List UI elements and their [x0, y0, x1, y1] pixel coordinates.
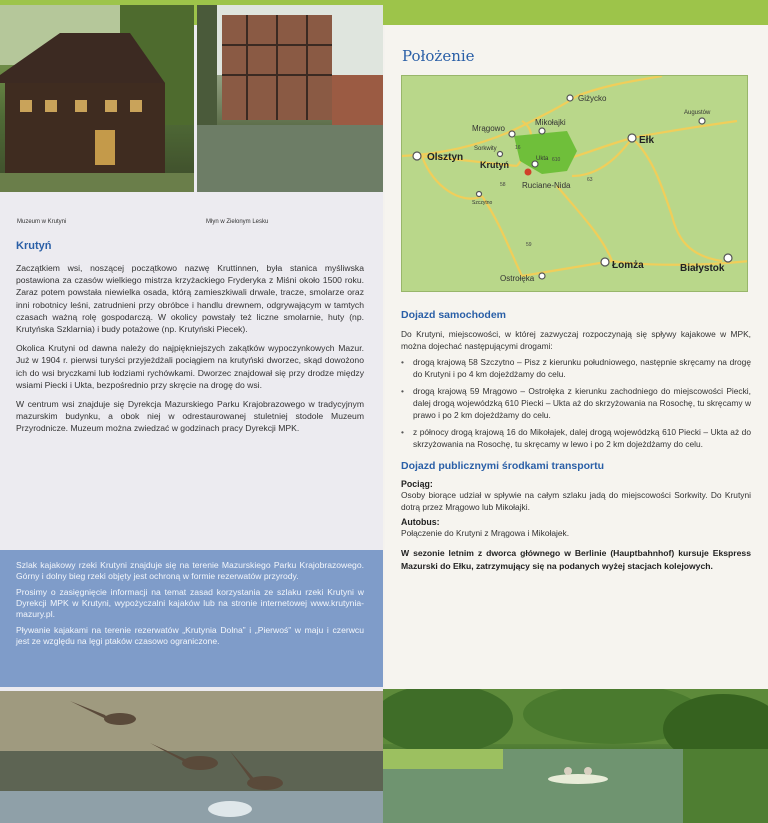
map-label-lomza: Łomża	[612, 260, 644, 271]
car-directions-intro: Do Krutyni, miejscowości, w której zazwyczaj rozpoczynają się spływy kajakowe w MPK, można dojechać następującymi drogami:	[401, 329, 751, 351]
map-label-gizycko: Giżycko	[578, 94, 607, 103]
car-directions-heading: Dojazd samochodem	[401, 309, 507, 321]
flying-ducks-photo	[0, 691, 383, 823]
map-label-bialystok: Białystok	[680, 263, 725, 274]
map-label-olsztyn: Olsztyn	[427, 152, 464, 163]
mill-photo-caption: Młyn w Zielonym Lesku	[206, 219, 269, 225]
info-paragraph-1: Szlak kajakowy rzeki Krutyni znajduje się na terenie Mazurskiego Parku Krajobrazowego. Górny i dolny bieg rzeki objęty jest ochroną w formie rezerwatów przyrody.	[16, 560, 364, 581]
map-label-augustow: Augustów	[684, 110, 711, 116]
krutyn-section	[16, 240, 364, 442]
info-paragraph-3: Pływanie kajakami na terenie rezerwatów „Krutynia Dolna” i „Pierwoś” w maju i czerwcu jest ze względu na lęgi ptaków czasowo ograniczone.	[16, 625, 364, 646]
public-transport-heading: Dojazd publicznymi środkami transportu	[401, 460, 605, 472]
krutyn-paragraph-3: W centrum wsi znajduje się Dyrekcja Mazurskiego Parku Krajobrazowego w tradycyjnym mazurskim budynku, a obok niej w odrestaurowanej stuletniej stodole Muzeum Przyrodnicze. Muzeum można zwiedzać w godzinach pracy Dyrekcji MPK.	[16, 399, 364, 434]
car-routes-list	[401, 356, 751, 450]
bus-text: Połączenie do Krutyni z Mrągowa i Mikołajek.	[401, 528, 570, 538]
map-label-krutyn: Krutyń	[480, 160, 509, 170]
map-label-ruciane: Ruciane-Nida	[522, 181, 571, 190]
car-route-item: • z północy drogą krajową 16 do Mikołajek, dalej drogą wojewódzką 610 Piecki – Ukta aż do skrzyżowania na Rosochę, tu skręcamy w lewo i po 2 km dojeżdżamy do celu.	[401, 426, 751, 450]
map-road-63: 63	[587, 177, 593, 183]
krutyn-heading: Krutyń	[16, 240, 52, 252]
location-heading: Położenie	[402, 47, 475, 65]
location-map	[401, 75, 748, 292]
krutyn-paragraph-2: Okolica Krutyni od dawna należy do najpiękniejszych zakątków wypoczynkowych Mazur. Już w 1904 r. pierwsi turyści przyjeżdżali pociągiem na krutyński dworzec, skąd dowożono ich do wsi bryczkami lub łodziami rychówkami. Dworzec znajdował się przy drodze między wsiami Piecki i Ukta, bezpośrednio przy skręcie na drogę do wsi.	[16, 343, 364, 390]
map-label-szczytno: Szczytno	[472, 200, 493, 206]
map-label-ukta: Ukta	[536, 156, 549, 162]
car-route-item: • drogą krajową 58 Szczytno – Pisz z kierunku południowego, następnie skręcamy na drogę do Krutyni i po 4 km dojeżdżamy do celu.	[401, 356, 751, 380]
museum-photo-caption: Muzeum w Krutyni	[17, 219, 67, 225]
car-route-item: • drogą krajową 59 Mrągowo – Ostrołęka z kierunku zachodniego do miejscowości Piecki, dalej drogą wojewódzką 610 Piecki – Ukta aż do skrzyżowania na Rosochę, tu skręcamy w prawo i po 2 km dojeżdżamy do celu.	[401, 385, 751, 421]
bus-label: Autobus:	[401, 517, 440, 527]
info-paragraph-2: Prosimy o zasięgnięcie informacji na temat zasad korzystania ze szlaku rzeki Krutyni w Dyrekcji MPK w Krutyni, wypożyczalni kajaków lub na stronie internetowej www.krutynia-mazury.pl.	[16, 587, 364, 619]
info-box-text	[16, 560, 364, 652]
krutyn-paragraph-1: Zaczątkiem wsi, noszącej początkowo nazwę Kruttinnen, była stanica myśliwska postawiona za czasów wielkiego mistrza krzyżackiego Fryderyka z Miśni około 1500 roku. Zaraz potem powstała niewielka osada, którą zamieszkiwali drwale, tracze, smolarze oraz inni robotnicy leśni, zatrudnieni przy obróbce i handlu drewnem, odgrywającym w tamtych czasach ważną rolę gospodarczą. W okolicy powstały też liczne smolarnie, huty (np. Krutyńska Szklarnia) i budy potażowe (np. Krutyński Piecek).	[16, 263, 364, 335]
map-label-sorkwity: Sorkwity	[474, 146, 497, 152]
train-label: Pociąg:	[401, 479, 433, 489]
map-road-59: 59	[526, 242, 532, 248]
mill-photo	[197, 5, 383, 192]
map-road-16: 16	[515, 145, 521, 151]
map-label-elk: Ełk	[639, 135, 655, 146]
map-label-ostroleka: Ostrołęka	[500, 274, 535, 283]
directions-section	[401, 309, 751, 572]
kayak-river-photo	[383, 689, 768, 823]
summer-express-note: W sezonie letnim z dworca głównego w Berlinie (Hauptbahnhof) kursuje Ekspress Mazurski do Ełku, zatrzymujący się na podanych wyżej stacjach kolejowych.	[401, 548, 751, 571]
train-text: Osoby biorące udział w spływie na całym szlaku jadą do miejscowości Sorkwity. Do Krutyni dotrą przez Mrągowo lub Mikołajki.	[401, 490, 751, 512]
map-road-610: 610	[552, 157, 561, 163]
map-label-mragowo: Mrągowo	[472, 124, 505, 133]
map-label-mikolajki: Mikołajki	[535, 118, 566, 127]
museum-house-photo	[0, 5, 194, 192]
map-road-58: 58	[500, 182, 506, 188]
